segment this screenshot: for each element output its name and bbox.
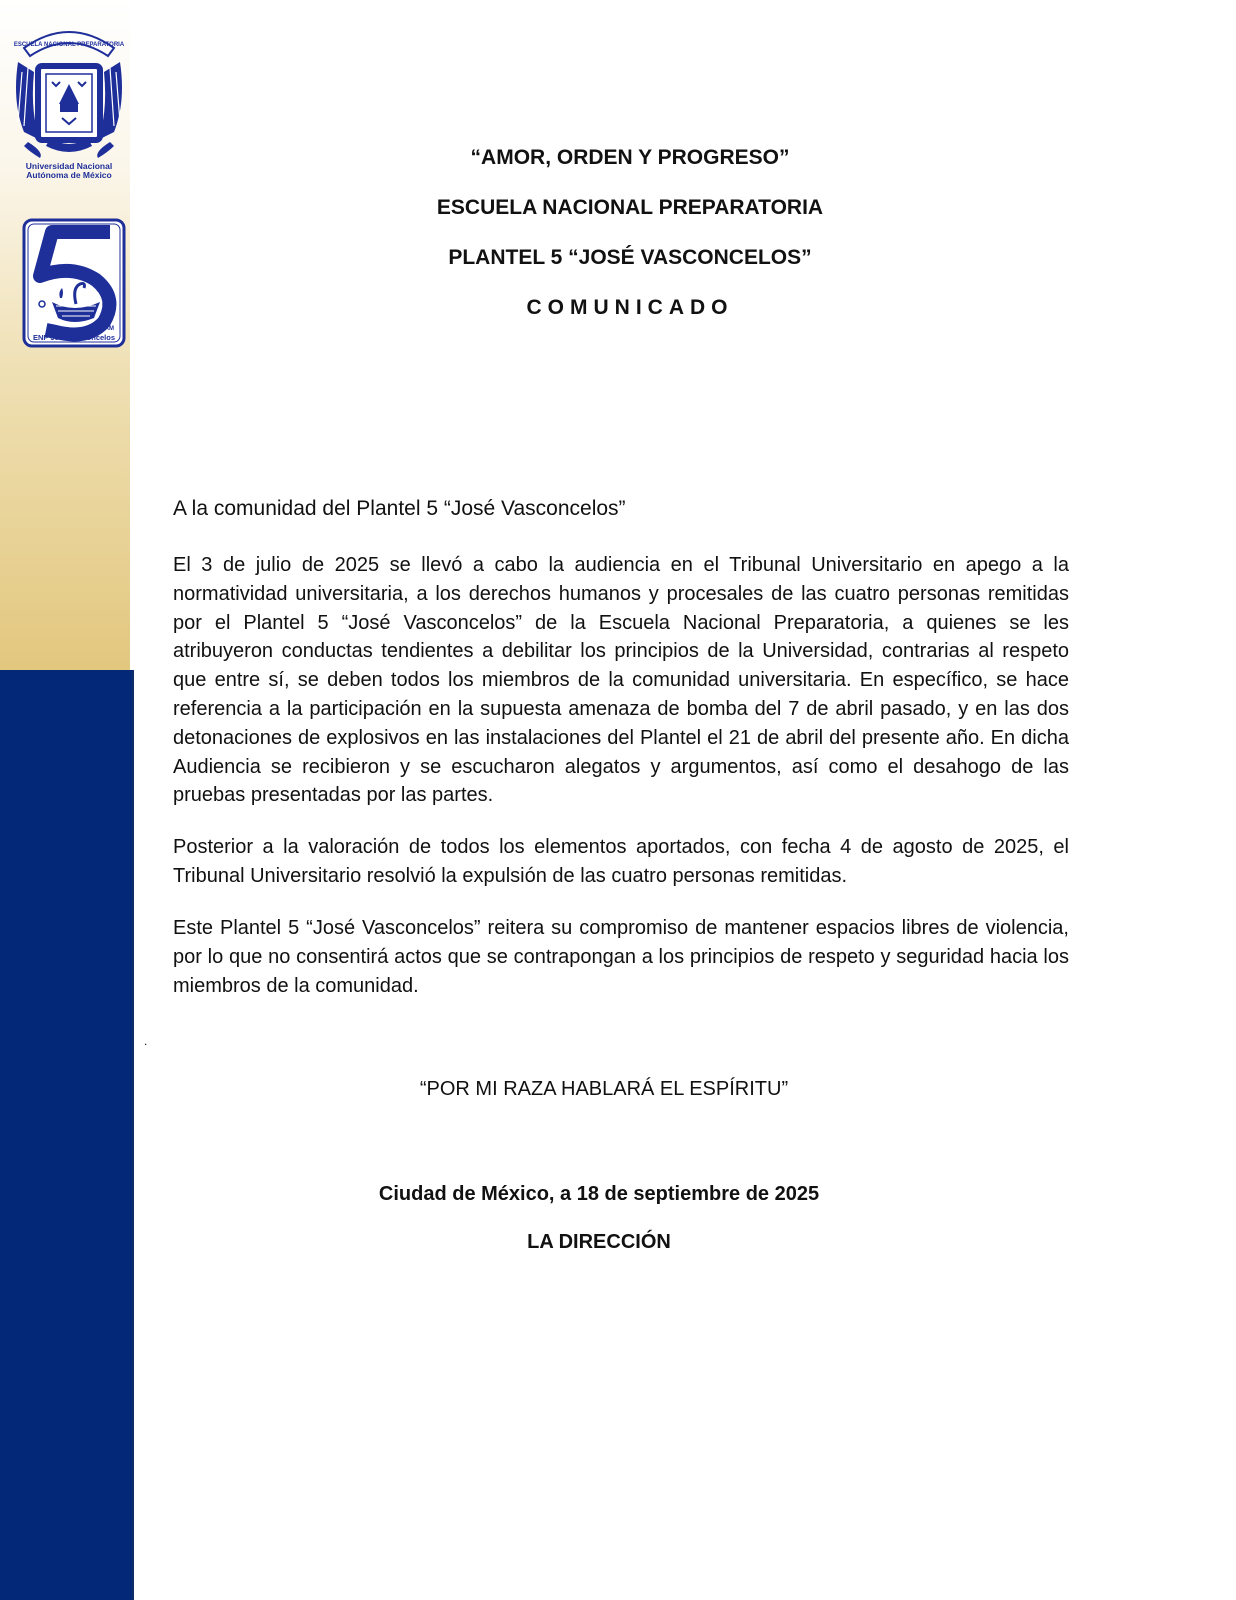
place-and-date: Ciudad de México, a 18 de septiembre de 2025	[378, 1183, 820, 1205]
sidebar-blue-band	[0, 670, 134, 1600]
header-campus-name: PLANTEL 5 “JOSÉ VASCONCELOS”	[448, 246, 812, 269]
enp-plantel5-logo	[22, 218, 126, 350]
svg-text:ENP José Vasconcelos: ENP José Vasconcelos	[33, 333, 115, 342]
document-type-title: COMUNICADO	[526, 296, 734, 319]
paragraph-resolution: Posterior a la valoración de todos los elementos aportados, con fecha 4 de agosto de 2025, el Tribunal Universitario resolvió la expulsión de las cuatro personas remitidas.	[173, 836, 1069, 887]
signature: LA DIRECCIÓN	[527, 1231, 671, 1253]
header-school-name: ESCUELA NACIONAL PREPARATORIA	[436, 196, 824, 219]
university-motto: “POR MI RAZA HABLARÁ EL ESPÍRITU”	[419, 1078, 789, 1100]
salutation: A la comunidad del Plantel 5 “José Vasconcelos”	[173, 497, 626, 520]
paragraph-hearing: El 3 de julio de 2025 se llevó a cabo la audiencia en el Tribunal Universitario en apego a la normatividad universitaria, a los derechos humanos y procesales de las cuatro personas remitidas por el Plantel 5 “José Vasconcelos” de la Escuela Nacional Preparatoria, a quienes se les atribuyeron conductas tendientes a debilitar los principios de la Universidad, contrarias al respeto que entre sí, se deben todos los miembros de la comunidad universitaria. En específico, se hace referencia a la participación en la supuesta amenaza de bomba del 7 de abril pasado, y en las dos detonaciones de explosivos en las instalaciones del Plantel el 21 de abril del presente año. En dicha Audiencia se recibieron y se escucharon alegatos y argumentos, así como el desahogo de las pruebas presentadas por las partes.	[173, 554, 1069, 807]
svg-text:UNAM: UNAM	[96, 326, 114, 332]
svg-text:ESCUELA NACIONAL PREPARATORIA: ESCUELA NACIONAL PREPARATORIA	[13, 42, 125, 48]
svg-text:Universidad Nacional: Universidad Nacional	[25, 161, 113, 171]
stray-mark: .	[144, 1034, 148, 1048]
header-motto: “AMOR, ORDEN Y PROGRESO”	[470, 146, 790, 169]
svg-text:Autónoma de México: Autónoma de México	[26, 170, 112, 180]
plantel5-emblem-icon	[22, 218, 126, 350]
paragraph-commitment: Este Plantel 5 “José Vasconcelos” reitera su compromiso de mantener espacios libres de violencia, por lo que no consentirá actos que se contrapongan a los principios de respeto y seguridad hacia los miembros de la comunidad.	[173, 917, 1069, 997]
